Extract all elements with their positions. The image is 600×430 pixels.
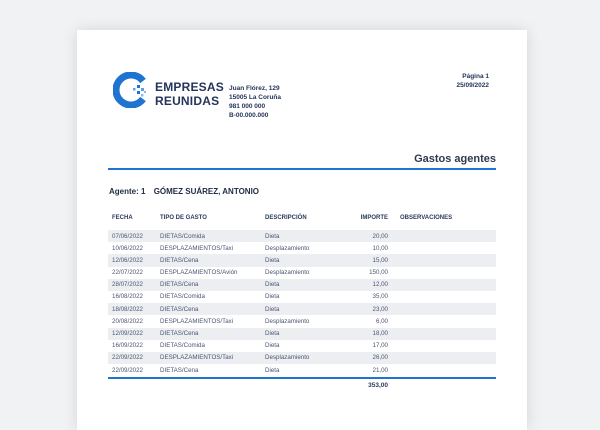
cell-fecha: 18/08/2022: [112, 305, 143, 313]
cell-descripcion: Desplazamiento: [265, 269, 310, 277]
col-observaciones: OBSERVACIONES: [400, 215, 453, 221]
cell-tipo: DIETAS/Cena: [160, 256, 199, 264]
cell-descripcion: Desplazamiento: [265, 354, 310, 362]
cell-tipo: DIETAS/Comida: [160, 293, 205, 301]
company-name-line2: REUNIDAS: [155, 94, 220, 108]
cell-descripcion: Dieta: [265, 342, 280, 350]
cell-importe: 6,00: [375, 317, 388, 325]
company-name: [155, 80, 224, 108]
cell-importe: 23,00: [372, 305, 388, 313]
cell-descripcion: Dieta: [265, 256, 280, 264]
table-row: [108, 315, 496, 327]
agent-label: Agente: 1: [109, 187, 146, 196]
cell-descripcion: Dieta: [265, 366, 280, 374]
cell-tipo: DIETAS/Cena: [160, 281, 199, 289]
cell-tipo: DIETAS/Comida: [160, 232, 205, 240]
cell-importe: 35,00: [372, 293, 388, 301]
table-row: [108, 291, 496, 303]
table-row: [108, 267, 496, 279]
table-row: [108, 352, 496, 364]
cell-importe: 26,00: [372, 354, 388, 362]
cell-descripcion: Dieta: [265, 281, 280, 289]
cell-descripcion: Dieta: [265, 330, 280, 337]
cell-tipo: DIETAS/Cena: [160, 330, 199, 337]
cell-importe: 10,00: [372, 244, 388, 252]
cell-tipo: DESPLAZAMIENTOS/Taxi: [160, 244, 234, 252]
cell-importe: 150,00: [369, 269, 388, 277]
cell-fecha: 16/09/2022: [112, 342, 143, 350]
cell-fecha: 12/06/2022: [112, 256, 143, 264]
cell-fecha: 20/08/2022: [112, 317, 143, 325]
table-footer-divider: [108, 377, 496, 379]
cell-importe: 17,00: [372, 342, 388, 350]
cell-importe: 12,00: [372, 281, 388, 289]
cell-tipo: DIETAS/Cena: [160, 305, 199, 313]
address-city: 15005 La Coruña: [229, 94, 282, 101]
cell-fecha: 12/09/2022: [112, 330, 143, 337]
cell-descripcion: Dieta: [265, 305, 280, 313]
cell-importe: 21,00: [372, 366, 388, 374]
company-address: [229, 84, 281, 120]
cell-tipo: DESPLAZAMIENTOS/Avión: [160, 269, 238, 277]
table-row: [108, 340, 496, 352]
cell-tipo: DESPLAZAMIENTOS/Taxi: [160, 354, 234, 362]
table-row: [108, 364, 496, 376]
cell-tipo: DIETAS/Comida: [160, 342, 205, 350]
cell-importe: 20,00: [372, 232, 388, 240]
company-name-line1: EMPRESAS: [155, 80, 224, 94]
cell-tipo: DESPLAZAMIENTOS/Taxi: [160, 317, 234, 325]
address-street: Juan Flórez, 129: [229, 85, 280, 92]
table-row: [108, 242, 496, 254]
total-amount: 353,00: [368, 382, 388, 389]
col-tipo: TIPO DE GASTO: [160, 215, 207, 221]
cell-importe: 15,00: [372, 256, 388, 264]
cell-descripcion: Desplazamiento: [265, 317, 310, 325]
cell-fecha: 22/09/2022: [112, 366, 143, 374]
page-info: [456, 72, 489, 90]
cell-descripcion: Dieta: [265, 293, 280, 301]
col-fecha: FECHA: [112, 215, 133, 221]
company-phone: 981 000 000: [229, 103, 266, 110]
document-title: Gastos agentes: [414, 153, 496, 165]
cell-tipo: DIETAS/Cena: [160, 366, 199, 374]
cell-descripcion: Dieta: [265, 232, 280, 240]
table-row: [108, 279, 496, 291]
cell-fecha: 28/07/2022: [112, 281, 143, 289]
table-row: [108, 254, 496, 266]
page-number: Página 1: [462, 73, 489, 80]
table-row: [108, 303, 496, 315]
table-row: [108, 328, 496, 340]
col-descripcion: DESCRIPCIÓN: [265, 215, 307, 221]
cell-fecha: 16/08/2022: [112, 293, 143, 301]
table-header: [108, 215, 496, 225]
header-divider: [108, 168, 496, 170]
cell-fecha: 07/06/2022: [112, 232, 143, 240]
cell-descripcion: Desplazamiento: [265, 244, 310, 252]
company-logo-icon: [113, 72, 149, 108]
expense-table: [108, 230, 496, 376]
cell-fecha: 22/09/2022: [112, 354, 143, 362]
page-date: 25/09/2022: [456, 82, 489, 89]
company-tax-id: B-00.000.000: [229, 112, 269, 119]
table-row: [108, 230, 496, 242]
document-page: [77, 30, 527, 430]
cell-fecha: 10/06/2022: [112, 244, 143, 252]
cell-importe: 18,00: [372, 330, 388, 337]
agent-name: GÓMEZ SUÁREZ, ANTONIO: [153, 187, 260, 196]
col-importe: IMPORTE: [360, 215, 388, 221]
agent-line: [109, 187, 259, 196]
cell-fecha: 22/07/2022: [112, 269, 143, 277]
